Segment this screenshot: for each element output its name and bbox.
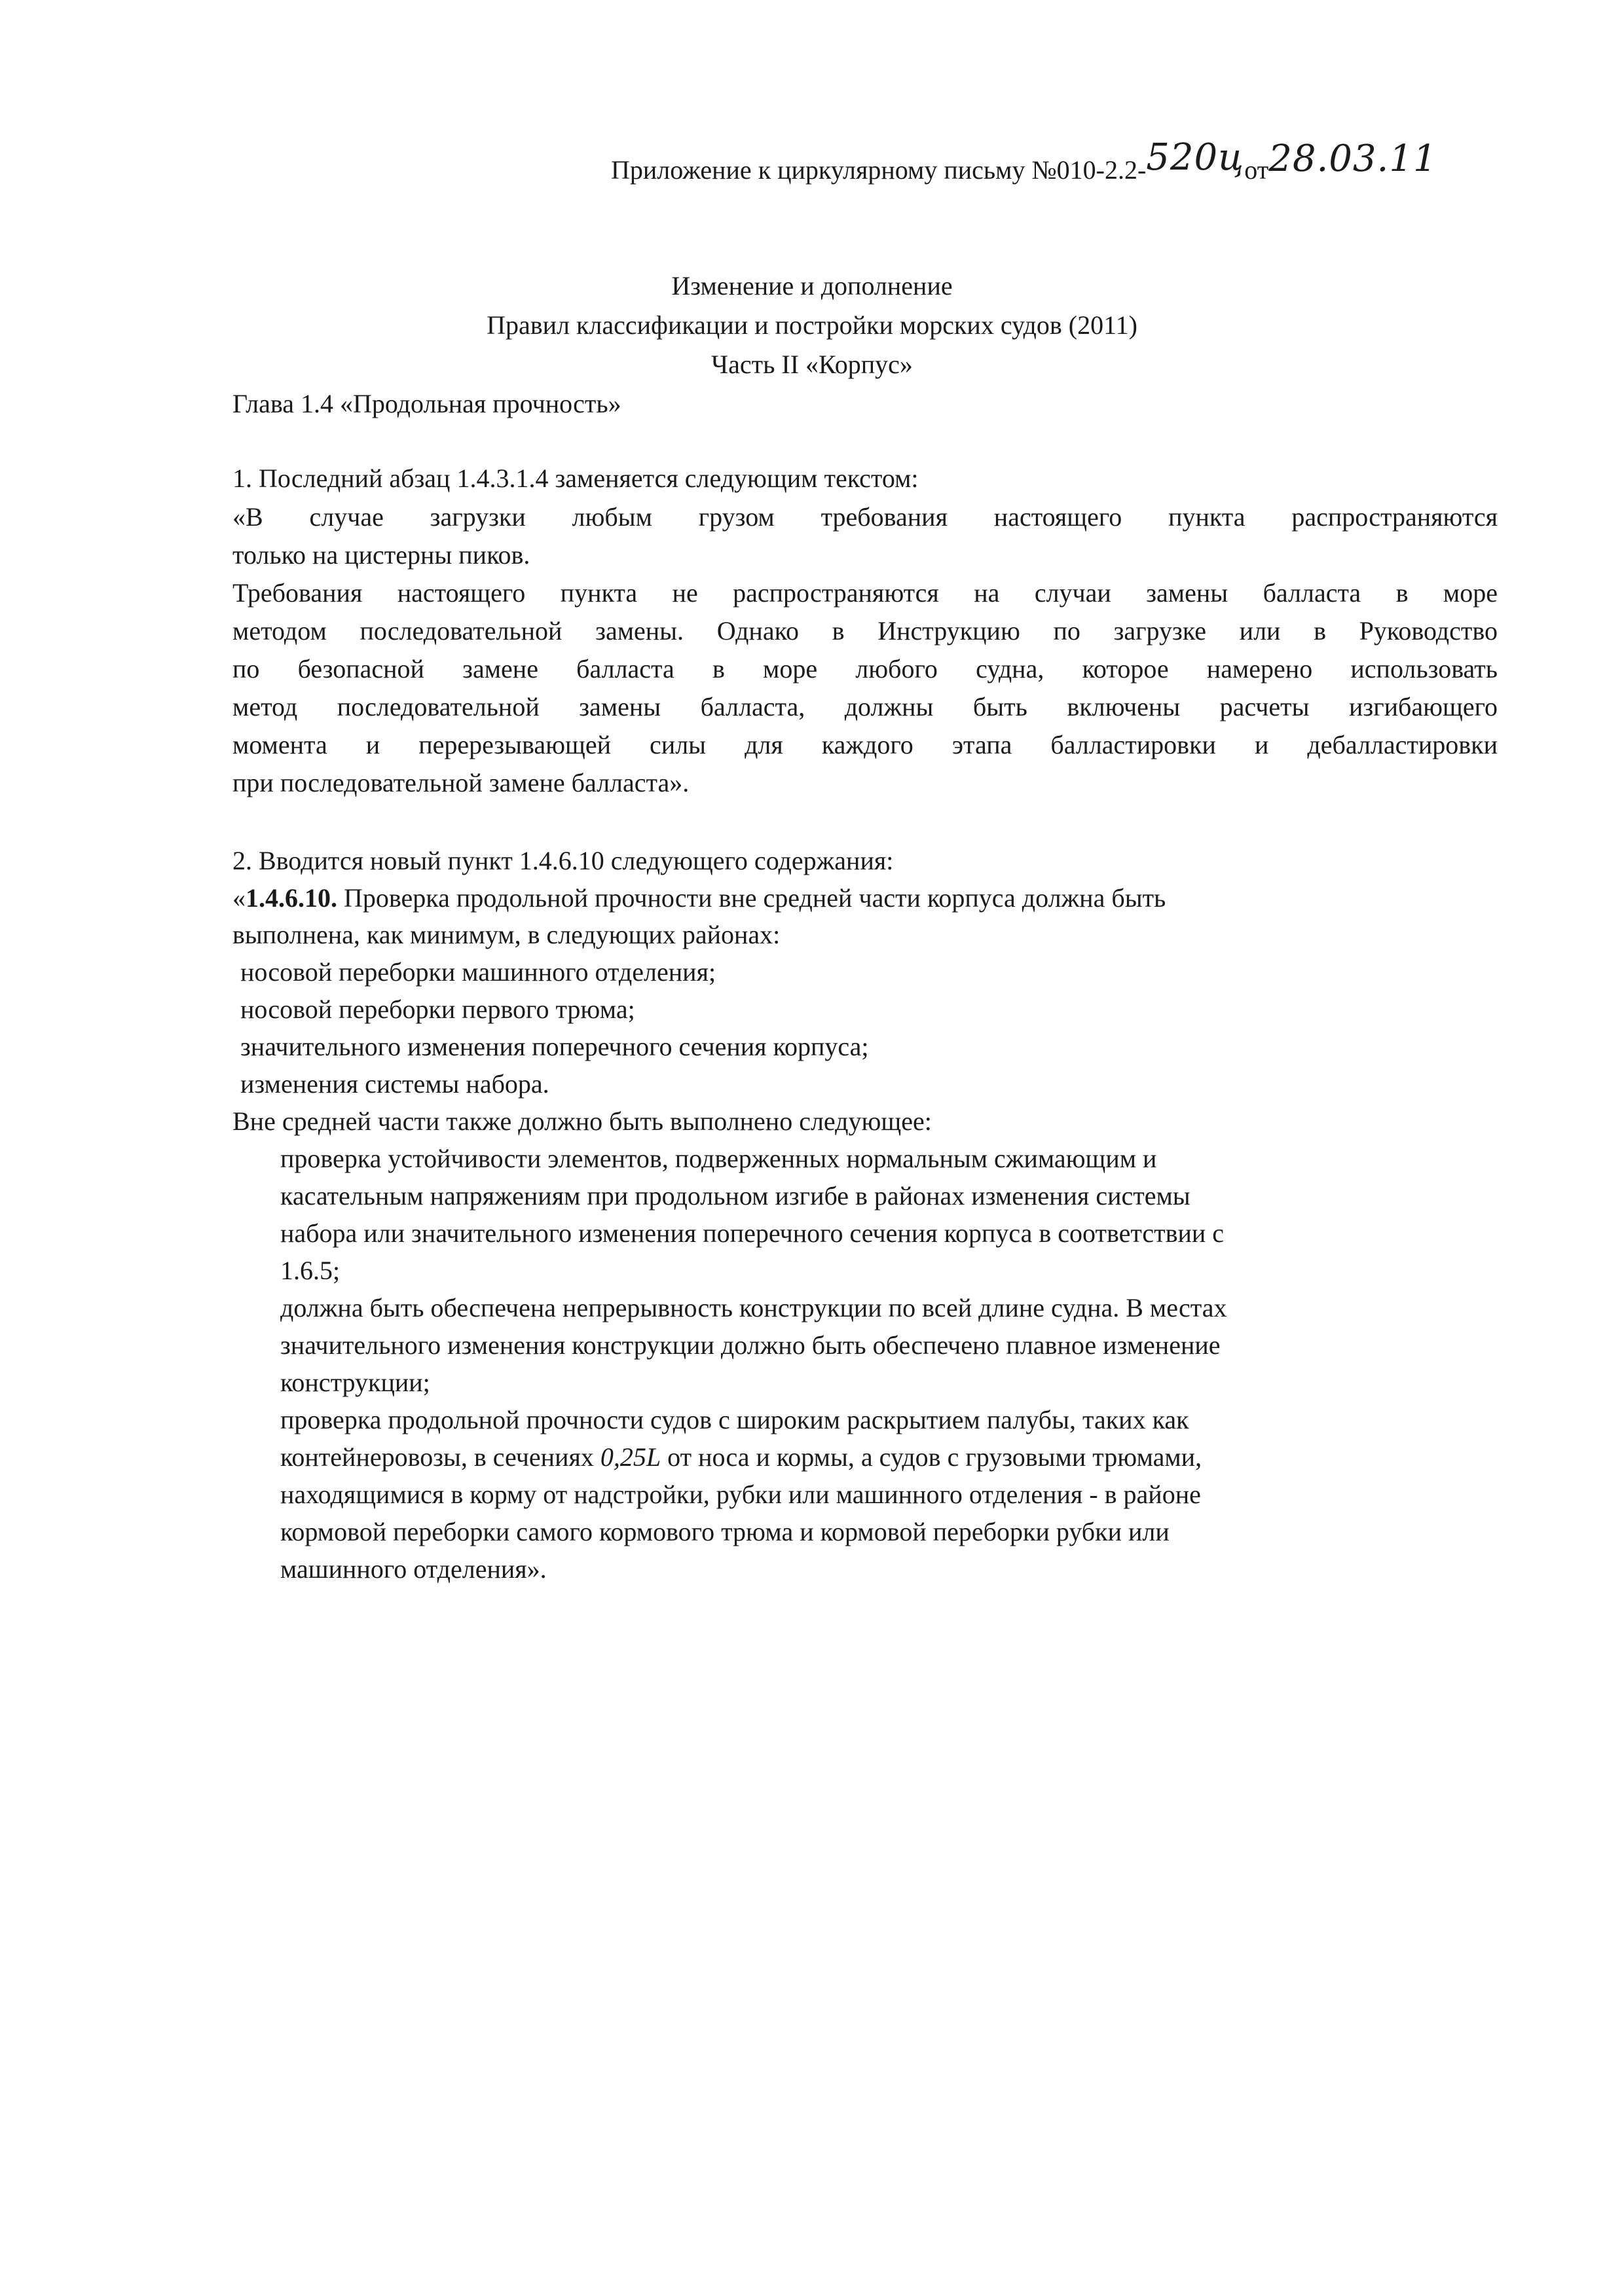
section-1-line: по безопасной замене балласта в море любого судна, которое намерено использовать: [232, 654, 1498, 683]
section-1-heading: 1. Последний абзац 1.4.3.1.4 заменяется следующим текстом:: [232, 464, 919, 493]
from-word: от: [1244, 155, 1269, 185]
outside-intro: Вне средней части также должно быть выполнено следующее:: [232, 1106, 932, 1136]
requirement-line-with-formula: [280, 1440, 1202, 1475]
area-list-item: носовой переборки первого трюма;: [240, 994, 635, 1024]
clause-number: 1.4.6.10.: [246, 883, 337, 913]
requirement-line: 1.6.5;: [280, 1256, 341, 1285]
requirement-line: проверка продольной прочности судов с широким раскрытием палубы, таких как: [280, 1405, 1189, 1434]
section-1-line: Требования настоящего пункта не распространяются на случаи замены балласта в море: [232, 578, 1498, 608]
section-1-line: методом последовательной замены. Однако в Инструкцию по загрузке или в Руководство: [232, 616, 1498, 646]
section-1-line: при последовательной замене балласта».: [232, 768, 690, 797]
requirement-line: значительного изменения конструкции должно быть обеспечено плавное изменение: [280, 1330, 1221, 1360]
intro-text: Проверка продольной прочности вне средней части корпуса должна быть: [337, 883, 1166, 913]
requirement-line: должна быть обеспечена непрерывность конструкции по всей длине судна. В местах: [280, 1293, 1227, 1322]
section-1-line: «В случае загрузки любым грузом требования настоящего пункта распространяются: [232, 502, 1498, 532]
section-2-heading: 2. Вводится новый пункт 1.4.6.10 следующего содержания:: [232, 846, 894, 875]
section-1-line: только на цистерны пиков.: [232, 540, 530, 570]
open-quote: «: [232, 883, 246, 913]
appendix-header: [611, 136, 1437, 188]
requirement-text: от носа и кормы, а судов с грузовыми трюмами,: [661, 1442, 1202, 1472]
title-line-2: Правил классификации и постройки морских судов (2011): [487, 310, 1137, 340]
section-1-line: момента и перерезывающей силы для каждого этапа балластировки и дебалластировки: [232, 730, 1498, 759]
requirement-line: касательным напряжениям при продольном изгибе в районах изменения системы: [280, 1181, 1190, 1211]
requirement-line: машинного отделения».: [280, 1554, 547, 1584]
appendix-prefix: Приложение к циркулярному письму №010-2.2-: [611, 155, 1147, 185]
area-list-item: значительного изменения поперечного сечения корпуса;: [240, 1032, 869, 1061]
requirement-line: находящимися в корму от надстройки, рубки или машинного отделения - в районе: [280, 1480, 1201, 1509]
section-formula: 0,25L: [600, 1442, 661, 1472]
requirement-line: кормовой переборки самого кормового трюма и кормовой переборки рубки или: [280, 1517, 1170, 1546]
section-1-line: метод последовательной замены балласта, должны быть включены расчеты изгибающего: [232, 692, 1498, 721]
section-2-intro-line-1: [232, 881, 1166, 916]
handwritten-date: 28.03.11: [1268, 137, 1437, 180]
requirement-text: контейнеровозы, в сечениях: [280, 1442, 600, 1472]
title-line-1: Изменение и дополнение: [671, 271, 953, 301]
handwritten-number: 520ц: [1146, 136, 1245, 179]
chapter-title: Глава 1.4 «Продольная прочность»: [232, 389, 621, 418]
requirement-line: набора или значительного изменения поперечного сечения корпуса в соответствии с: [280, 1218, 1225, 1248]
title-line-3: Часть II «Корпус»: [711, 350, 913, 379]
requirement-line: проверка устойчивости элементов, подверженных нормальным сжимающим и: [280, 1144, 1157, 1173]
requirement-line: конструкции;: [280, 1368, 430, 1397]
area-list-item: изменения системы набора.: [240, 1069, 549, 1099]
section-2-intro-line-2: выполнена, как минимум, в следующих районах:: [232, 920, 781, 949]
area-list-item: носовой переборки машинного отделения;: [240, 957, 716, 987]
